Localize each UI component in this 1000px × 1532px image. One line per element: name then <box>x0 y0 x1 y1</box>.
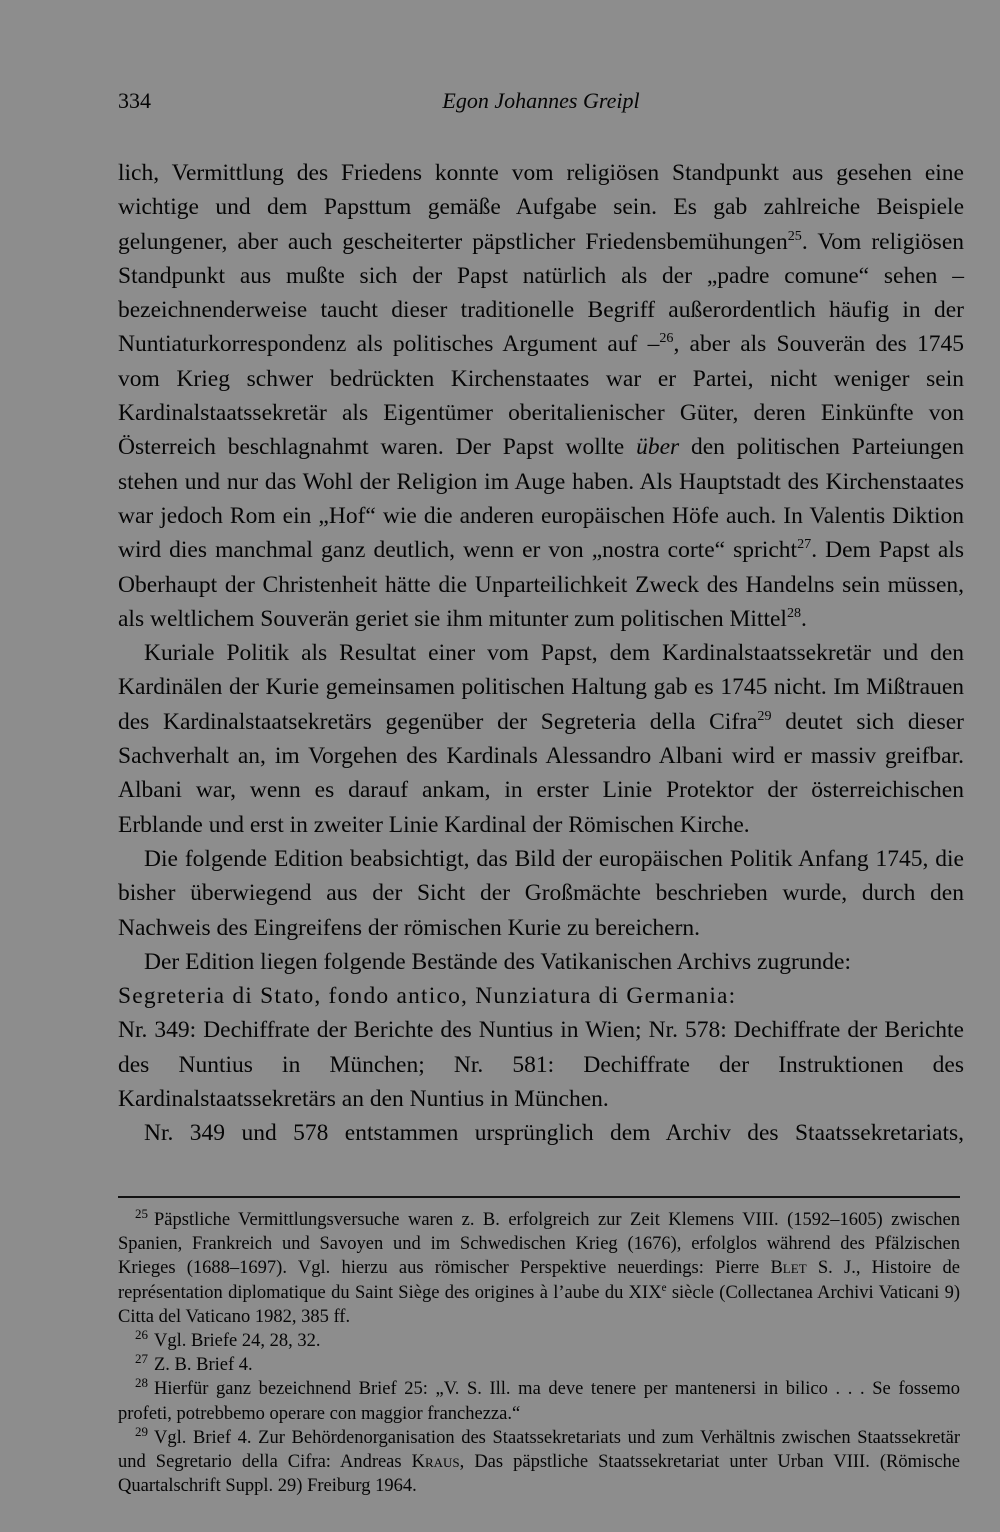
footnote: 29 Vgl. Brief 4. Zur Behördenorganisation des Staatssekretariats und zum Verhältnis zwischen Staatssekretär und Segretario della Cifra: Andreas Kraus, Das päpstliche Staatssekretariat unter Urban VIII. (Römische Quartalschrift Suppl. 29) Freiburg 1964. <box>118 1423 960 1497</box>
main-text <box>118 156 964 1151</box>
paragraph: Der Edition liegen folgende Bestände des Vatikanischen Archivs zugrunde: <box>144 948 851 975</box>
page-number: 334 <box>118 88 151 113</box>
footnote-ref: 29 <box>757 707 772 724</box>
footnote: 28 Hierfür ganz bezeichnend Brief 25: „V. S. Ill. ma deve tenere per mantenersi in bilico . . . Se fossemo profeti, potrebbemo operare con maggior franchezza.“ <box>118 1375 960 1424</box>
paragraph: Kuriale Politik als Resultat einer vom Papst, dem Kardinalstaatssekretär und den Kardinälen der Kurie gemeinsamen politischen Haltung gab es 1745 nicht. Im Mißtrauen des Kardinalstaatsekretärs gegenüber der Segreteria della Cifra$^{29}$ deutet sich dieser Sachverhalt an, im Vorgehen des Kardinals Alessandro Albani wird er massiv greifbar. Albani war, wenn es darauf ankam, in erster Linie Protektor der österreichischen Erblande und erst in zweiter Linie Kardinal der Römischen Kirche. <box>118 640 964 838</box>
footnote: 26 Vgl. Briefe 24, 28, 32. <box>135 1326 321 1352</box>
footnote-divider <box>118 1196 960 1198</box>
author-name: Kraus <box>411 1452 460 1473</box>
footnote-ref: 27 <box>797 536 812 553</box>
footnote-ref: 25 <box>787 227 802 244</box>
archive-listing: Nr. 349: Dechiffrate der Berichte des Nuntius in Wien; Nr. 578: Dechiffrate der Berichte des Nuntius in München; Nr. 581: Dechiffrate der Instruktionen des Kardinalstaatssekretärs an den Nuntius in München. <box>118 1017 964 1113</box>
footnote-ref: 28 <box>786 605 802 622</box>
paragraph: lich, Vermittlung des Friedens konnte vom religiösen Standpunkt aus gesehen eine wichtige und dem Papsttum gemäße Aufgabe sein. Es gab zahlreiche Beispiele gelungener, aber auch gescheiterter päpstlicher Friedensbemühungen$^{25}$. Vom religiösen Standpunkt aus mußte sich der Papst natürlich als der „padre comune“ sehen – bezeichnenderweise taucht dieser traditionelle Begriff außerordentlich häufig in der Nuntiaturkorrespondenz als politisches Argument auf –$^{26}$, aber als Souverän des 1745 vom Krieg schwer bedrückten Kirchenstaates war er Partei, nicht weniger sein Kardinalstaatssekretär als Eigentümer oberitalienischer Güter, deren Einkünfte von Österreich beschlagnahmt waren. Der Papst wollte über den politischen Parteiungen stehen und nur das Wohl der Religion im Auge haben. Als Hauptstadt des Kirchenstaates war jedoch Rom ein „Hof“ wie die anderen europäischen Höfe auch. In Valentis Diktion wird dies manchmal ganz deutlich, wenn er von „nostra corte“ spricht$^{27}$. Dem Papst als Oberhaupt der Christenheit hätte die Unparteilichkeit Zweck des Handelns sein müssen, als weltlichem Souverän geriet sie ihm mitunter zum politischen Mittel$^{28}$. <box>118 160 964 632</box>
archive-fonds: Segreteria di Stato, fondo antico, Nunziatura di Germania: <box>118 983 737 1010</box>
page-header <box>118 88 964 120</box>
running-title: Egon Johannes Greipl <box>442 88 640 113</box>
author-name: Blet <box>770 1258 807 1279</box>
paragraph: Die folgende Edition beabsichtigt, das Bild der europäischen Politik Anfang 1745, die bisher überwiegend aus der Sicht der Großmächte beschrieben wurde, durch den Nachweis des Eingreifens der römischen Kurie zu bereichern. <box>118 845 964 941</box>
footnote: 25 Päpstliche Vermittlungsversuche waren z. B. erfolgreich zur Zeit Klemens VIII. (1592–1605) zwischen Spanien, Frankreich und Savoyen und im Schwedischen Krieg (1676), erfolglos während des Pfälzischen Krieges (1688–1697). Vgl. hierzu aus römischer Perspektive neuerdings: Pierre Blet S. J., Histoire de représentation diplomatique du Saint Siège des origines à l’aube du XIXe siècle (Collectanea Archivi Vaticani 9) Citta del Vaticano 1982, 385 ff. <box>118 1205 960 1327</box>
footnotes <box>118 1205 960 1498</box>
footnote-ref: 26 <box>659 330 674 347</box>
footnote: 27 Z. B. Brief 4. <box>135 1351 253 1376</box>
emphasis: über <box>636 434 680 461</box>
paragraph: Nr. 349 und 578 entstammen ursprünglich dem Archiv des Staatssekretariats, <box>144 1120 964 1147</box>
